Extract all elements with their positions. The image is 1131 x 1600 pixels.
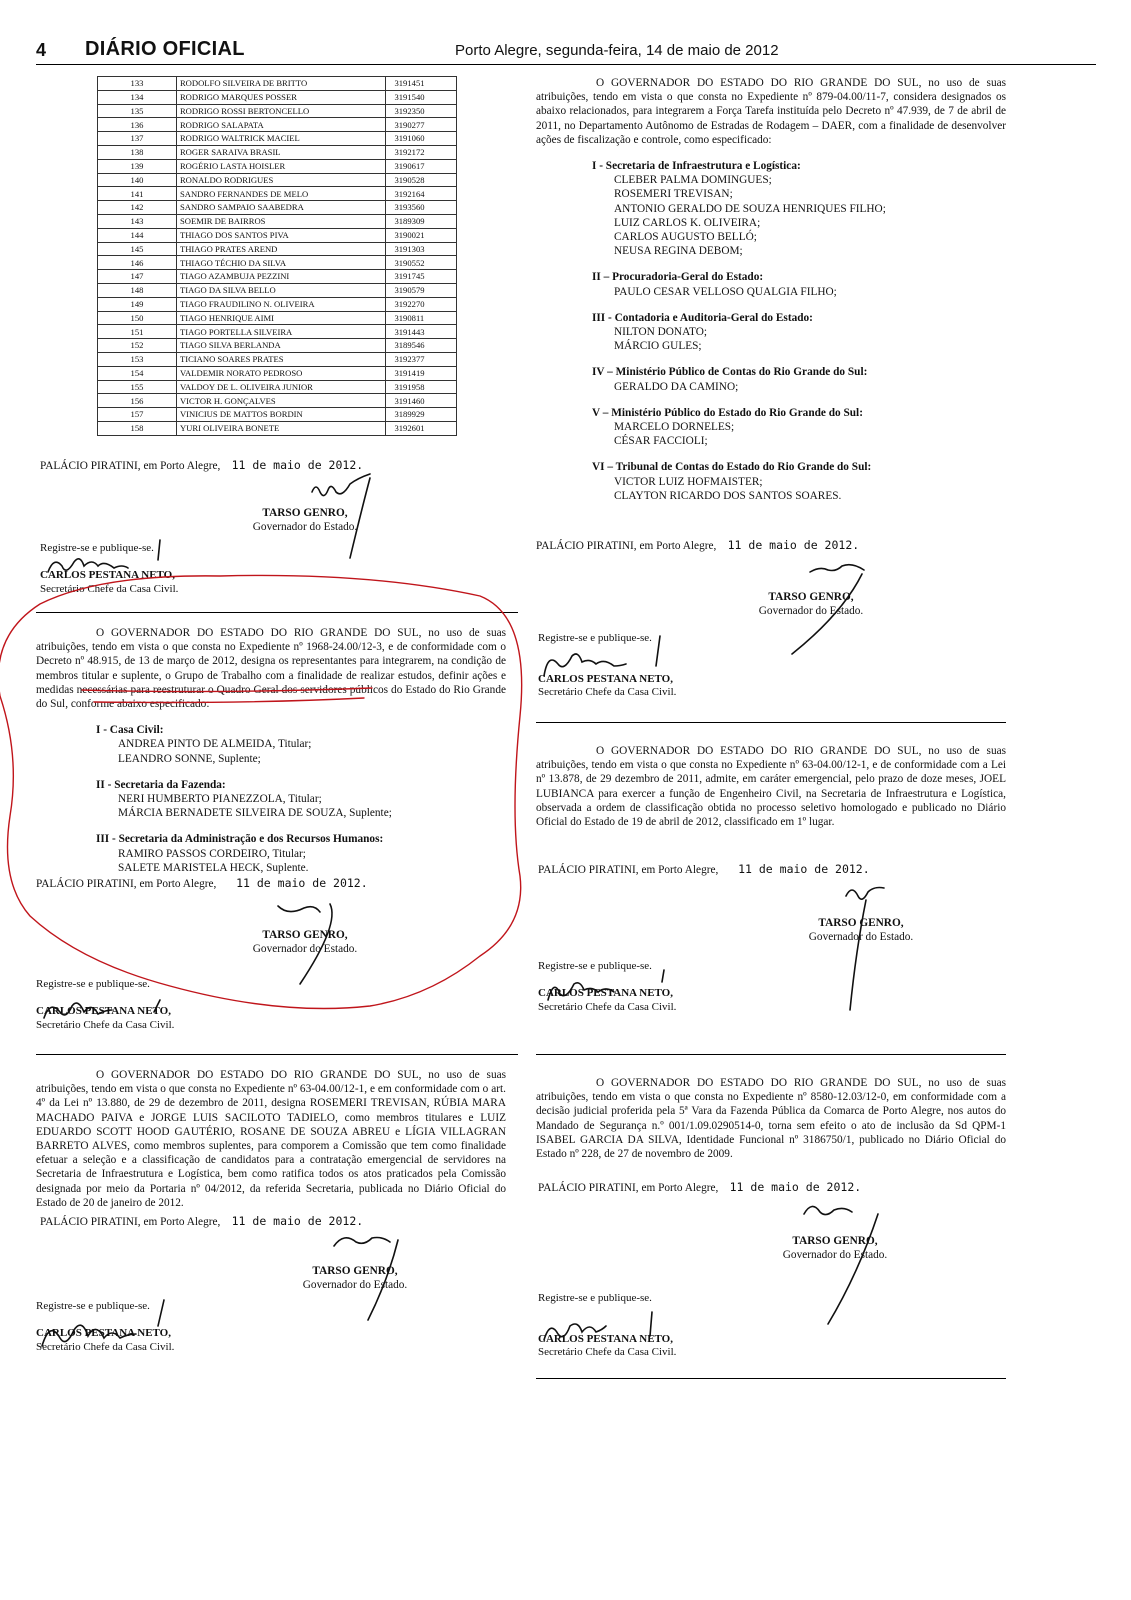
section-title: I - Casa Civil: <box>96 724 164 737</box>
handwritten-signature <box>48 559 128 572</box>
table-cell-n: 158 <box>98 421 177 435</box>
governor-signature-2: TARSO GENRO, Governador do Estado. <box>252 929 358 955</box>
governor-signature-5: TARSO GENRO, Governador do Estado. <box>808 917 914 943</box>
table-cell-name: TIAGO FRAUDILINO N. OLIVEIRA <box>176 297 386 311</box>
table-cell-name: TIAGO SILVA BERLANDA <box>176 339 386 353</box>
register-block-5: Registre-se e publique-se. CARLOS PESTANA NETO, Secretário Chefe da Casa Civil. <box>538 960 677 1013</box>
table-cell-n: 153 <box>98 352 177 366</box>
section-title: V – Ministério Público do Estado do Rio Grande do Sul: <box>592 406 863 419</box>
table-cell-name: TICIANO SOARES PRATES <box>176 352 386 366</box>
table-cell-n: 137 <box>98 132 177 146</box>
act-3-palace-line: PALÁCIO PIRATINI, em Porto Alegre, 11 de maio de 2012. <box>536 538 860 552</box>
table-cell-n: 150 <box>98 311 177 325</box>
member-name: LUIZ CARLOS K. OLIVEIRA; <box>614 216 761 229</box>
table-cell-n: 136 <box>98 118 177 132</box>
table-cell-n: 146 <box>98 256 177 270</box>
table-cell-name: THIAGO PRATES AREND <box>176 242 386 256</box>
section-title: I - Secretaria de Infraestrutura e Logística: <box>592 160 801 173</box>
table-cell-n: 138 <box>98 145 177 159</box>
member-name: VICTOR LUIZ HOFMAISTER; <box>614 475 763 488</box>
register-block-3: Registre-se e publique-se. CARLOS PESTANA NETO, Secretário Chefe da Casa Civil. <box>36 1300 175 1353</box>
table-cell-id: 3192377 <box>386 352 457 366</box>
act-4-palace-line: PALÁCIO PIRATINI, em Porto Alegre, 11 de maio de 2012. <box>538 862 870 876</box>
table-cell-n: 155 <box>98 380 177 394</box>
table-cell-id: 3189546 <box>386 339 457 353</box>
table-cell-name: RODRIGO ROSSI BERTONCELLO <box>176 104 386 118</box>
table-cell-n: 152 <box>98 339 177 353</box>
member-name: ANDREA PINTO DE ALMEIDA, Titular; <box>118 738 312 751</box>
table-cell-n: 144 <box>98 228 177 242</box>
section-title: III - Secretaria da Administração e dos Recursos Humanos: <box>96 833 384 846</box>
table-cell-id: 3193560 <box>386 201 457 215</box>
governor-signature-3: TARSO GENRO, Governador do Estado. <box>302 1265 408 1291</box>
table-cell-n: 139 <box>98 159 177 173</box>
table-cell-id: 3191303 <box>386 242 457 256</box>
table-cell-n: 156 <box>98 394 177 408</box>
act-3-body: O GOVERNADOR DO ESTADO DO RIO GRANDE DO SUL, no uso de suas atribuições, tendo em vista o que consta no Expediente nº 879-04.00/11-7, considera designados os abaixo relacionados, para integrarem a Força Tarefa instituída pelo Decreto nº 47.939, de 7 de abril de 2011, no Departamento Autônomo de Estradas de Rodagem – DAER, com a finalidade de desenvolver ações de fiscalização e controle, como especificado: <box>536 77 1006 146</box>
table-cell-name: YURI OLIVEIRA BONETE <box>176 421 386 435</box>
table-cell-name: TIAGO PORTELLA SILVEIRA <box>176 325 386 339</box>
member-name: CLEBER PALMA DOMINGUES; <box>614 174 772 187</box>
red-underline <box>94 698 364 703</box>
member-name: NILTON DONATO; <box>614 326 707 339</box>
table-cell-id: 3189929 <box>386 408 457 422</box>
section-title: II – Procuradoria-Geral do Estado: <box>592 271 764 284</box>
section-title: III - Contadoria e Auditoria-Geral do Estado: <box>592 311 813 324</box>
table-cell-name: VICTOR H. GONÇALVES <box>176 394 386 408</box>
table-cell-n: 154 <box>98 366 177 380</box>
handwritten-signature <box>350 478 370 558</box>
table-cell-n: 147 <box>98 270 177 284</box>
member-name: GERALDO DA CAMINO; <box>614 380 739 393</box>
register-block-2: Registre-se e publique-se. CARLOS PESTANA NETO, Secretário Chefe da Casa Civil. <box>36 978 175 1031</box>
member-name: NERI HUMBERTO PIANEZZOLA, Titular; <box>118 793 322 806</box>
handwritten-signature <box>312 474 370 496</box>
table-cell-name: VALDEMIR NORATO PEDROSO <box>176 366 386 380</box>
table-cell-name: THIAGO TÉCHIO DA SILVA <box>176 256 386 270</box>
table-cell-id: 3190579 <box>386 283 457 297</box>
page-number: 4 <box>36 40 47 60</box>
member-name: CARLOS AUGUSTO BELLÓ; <box>614 231 757 244</box>
table-cell-id: 3191443 <box>386 325 457 339</box>
act-1-palace-line: PALÁCIO PIRATINI, em Porto Alegre, 11 de maio de 2012. <box>36 876 368 890</box>
table-cell-name: TIAGO HENRIQUE AIMI <box>176 311 386 325</box>
table-cell-name: RONALDO RODRIGUES <box>176 173 386 187</box>
member-name: CLAYTON RICARDO DOS SANTOS SOARES. <box>614 489 842 502</box>
section-title: II - Secretaria da Fazenda: <box>96 778 226 791</box>
table-cell-n: 149 <box>98 297 177 311</box>
table-cell-name: ROGÉRIO LASTA HOISLER <box>176 159 386 173</box>
act-2-palace-line: PALÁCIO PIRATINI, em Porto Alegre, 11 de maio de 2012. <box>40 1214 364 1228</box>
act-5-body: O GOVERNADOR DO ESTADO DO RIO GRANDE DO SUL, no uso de suas atribuições, tendo em vista o que consta no Expediente nº 8580-12.03/12-0, em conformidade com a decisão judicial proferida pela 5ª Vara da Fazenda Pública da Comarca de Porto Alegre, nos autos do Mandado de Segurança n.º 001/1.09.0290514-0, torna sem efeito o ato de inclusão da Sd QPM-1 ISABEL GARCIA DA SILVA, Identidade Funcional nº 3186750/1, publicado no Diário Oficial do Estado nº 228, de 27 de novembro de 2009. <box>536 1077 1006 1161</box>
table-cell-id: 3190528 <box>386 173 457 187</box>
table-cell-n: 148 <box>98 283 177 297</box>
table-cell-id: 3192270 <box>386 297 457 311</box>
table-palace-line: PALÁCIO PIRATINI, em Porto Alegre, 11 de maio de 2012. <box>40 458 364 472</box>
table-cell-n: 133 <box>98 77 177 91</box>
governor-signature-6: TARSO GENRO, Governador do Estado. <box>782 1235 888 1261</box>
table-cell-name: TIAGO DA SILVA BELLO <box>176 283 386 297</box>
table-cell-n: 140 <box>98 173 177 187</box>
table-cell-id: 3191419 <box>386 366 457 380</box>
member-name: ROSEMERI TREVISAN; <box>614 188 733 201</box>
table-cell-id: 3190277 <box>386 118 457 132</box>
table-cell-name: TIAGO AZAMBUJA PEZZINI <box>176 270 386 284</box>
issue-date: Porto Alegre, segunda-feira, 14 de maio de 2012 <box>455 42 779 59</box>
table-cell-n: 157 <box>98 408 177 422</box>
table-cell-id: 3190021 <box>386 228 457 242</box>
table-cell-id: 3191958 <box>386 380 457 394</box>
member-name: PAULO CESAR VELLOSO QUALGIA FILHO; <box>614 285 837 298</box>
section-title: VI – Tribunal de Contas do Estado do Rio Grande do Sul: <box>592 461 872 474</box>
register-block-6: Registre-se e publique-se. CARLOS PESTANA NETO, Secretário Chefe da Casa Civil. <box>538 1292 677 1358</box>
governor-signature-4: TARSO GENRO, Governador do Estado. <box>758 591 864 617</box>
table-cell-id: 3189309 <box>386 214 457 228</box>
table-cell-name: VALDOY DE L. OLIVEIRA JUNIOR <box>176 380 386 394</box>
table-cell-name: RODOLFO SILVEIRA DE BRITTO <box>176 77 386 91</box>
member-name: ANTONIO GERALDO DE SOUZA HENRIQUES FILHO; <box>614 202 886 215</box>
table-cell-id: 3192164 <box>386 187 457 201</box>
governor-signature-1: TARSO GENRO, Governador do Estado. <box>252 507 358 533</box>
table-cell-n: 134 <box>98 90 177 104</box>
table-cell-n: 145 <box>98 242 177 256</box>
table-cell-name: RODRIGO WALTRICK MACIEL <box>176 132 386 146</box>
table-cell-id: 3190617 <box>386 159 457 173</box>
table-cell-id: 3191460 <box>386 394 457 408</box>
member-name: CÉSAR FACCIOLI; <box>614 435 708 448</box>
table-cell-name: SANDRO FERNANDES DE MELO <box>176 187 386 201</box>
table-cell-name: VINICIUS DE MATTOS BORDIN <box>176 408 386 422</box>
table-cell-name: THIAGO DOS SANTOS PIVA <box>176 228 386 242</box>
table-cell-n: 143 <box>98 214 177 228</box>
table-cell-name: RODRIGO SALAPATA <box>176 118 386 132</box>
table-cell-name: SOEMIR DE BAIRROS <box>176 214 386 228</box>
act-5-palace-line: PALÁCIO PIRATINI, em Porto Alegre, 11 de maio de 2012. <box>538 1180 862 1194</box>
journal-title: DIÁRIO OFICIAL <box>85 38 245 60</box>
table-cell-n: 151 <box>98 325 177 339</box>
table-cell-id: 3190811 <box>386 311 457 325</box>
table-cell-id: 3191745 <box>386 270 457 284</box>
member-name: MÁRCIA BERNADETE SILVEIRA DE SOUZA, Suplente; <box>118 807 392 820</box>
table-cell-id: 3190552 <box>386 256 457 270</box>
register-block-4: Registre-se e publique-se. CARLOS PESTANA NETO, Secretário Chefe da Casa Civil. <box>538 632 677 698</box>
table-cell-id: 3192350 <box>386 104 457 118</box>
member-name: NEUSA REGINA DEBOM; <box>614 245 743 258</box>
table-cell-name: RODRIGO MARQUES POSSER <box>176 90 386 104</box>
table-cell-name: ROGER SARAIVA BRASIL <box>176 145 386 159</box>
register-block-1: Registre-se e publique-se. CARLOS PESTANA NETO, Secretário Chefe da Casa Civil. <box>40 542 179 595</box>
table-cell-id: 3192601 <box>386 421 457 435</box>
table-cell-name: SANDRO SAMPAIO SAABEDRA <box>176 201 386 215</box>
member-name: LEANDRO SONNE, Suplente; <box>118 752 261 765</box>
table-cell-id: 3191451 <box>386 77 457 91</box>
act-1-body: O GOVERNADOR DO ESTADO DO RIO GRANDE DO SUL, no uso de suas atribuições, tendo em vista o que consta no Expediente nº 1968-24.00/12-3, e de conformidade com o Decreto nº 48.915, de 13 de março de 2012, designa os representantes para integrarem, na condição de membros titular e suplente, o Grupo de Trabalho com a finalidade de realizar estudos, definir ações e medidas necessárias para reestruturar o Quadro Geral dos servidores públicos do Estado do Rio Grande do Sul, conforme abaixo especificado: <box>36 627 506 711</box>
act-2-body: O GOVERNADOR DO ESTADO DO RIO GRANDE DO SUL, no uso de suas atribuições, tendo em vista o que consta no Expediente nº 63-04.00/12-1, e em conformidade com o art. 4º da Lei nº 13.880, de 29 de dezembro de 2011, designa ROSEMERI TREVISAN, RÚBIA MARA MACHADO PAIVA e JORGE LUIS SACILOTO TADIELO, como membros titulares e LUIZ EDUARDO SCOTT HOOD GAUTÉRIO, ROSANE DE SOUZA ABREU e LÍGIA VILLAGRAN BARRETO ALVES, como membros suplentes, para comporem a Comissão que tem como finalidade efetuar a seleção e a classificação de candidatos para a contratação emergencial de servidores na Secretaria de Infraestrutura e Logística, bem como ratifica todos os atos praticados pela Comissão designada por meio da Portaria nº 04/2012, da referida Secretaria, publicada no Diário Oficial do Estado de 20 de janeiro de 2012. <box>36 1069 506 1209</box>
table-cell-id: 3191060 <box>386 132 457 146</box>
red-underline <box>82 688 372 692</box>
act-4-body: O GOVERNADOR DO ESTADO DO RIO GRANDE DO SUL, no uso de suas atribuições, tendo em vista o que consta no Expediente nº 63-04.00/12-1, e de conformidade com a Lei nº 13.878, de 29 dezembro de 2011, admite, em caráter emergencial, pelo prazo de doze meses, JOEL LUBIANCA para exercer a função de Engenheiro Civil, na Secretaria de Infraestrutura e Logística, observada a ordem de classificação obtida no processo seletivo homologado e publicado no Diário Oficial do Estado de 19 de abril de 2012, classificado em 1º lugar. <box>536 745 1006 829</box>
table-cell-n: 135 <box>98 104 177 118</box>
member-name: MÁRCIO GULES; <box>614 340 702 353</box>
table-cell-n: 141 <box>98 187 177 201</box>
member-name: RAMIRO PASSOS CORDEIRO, Titular; <box>118 847 306 860</box>
table-cell-n: 142 <box>98 201 177 215</box>
section-title: IV – Ministério Público de Contas do Rio Grande do Sul: <box>592 366 868 379</box>
member-name: MARCELO DORNELES; <box>614 421 735 434</box>
red-annotation-outline <box>0 575 522 1008</box>
table-cell-id: 3192172 <box>386 145 457 159</box>
table-cell-id: 3191540 <box>386 90 457 104</box>
member-name: SALETE MARISTELA HECK, Suplente. <box>118 861 309 874</box>
